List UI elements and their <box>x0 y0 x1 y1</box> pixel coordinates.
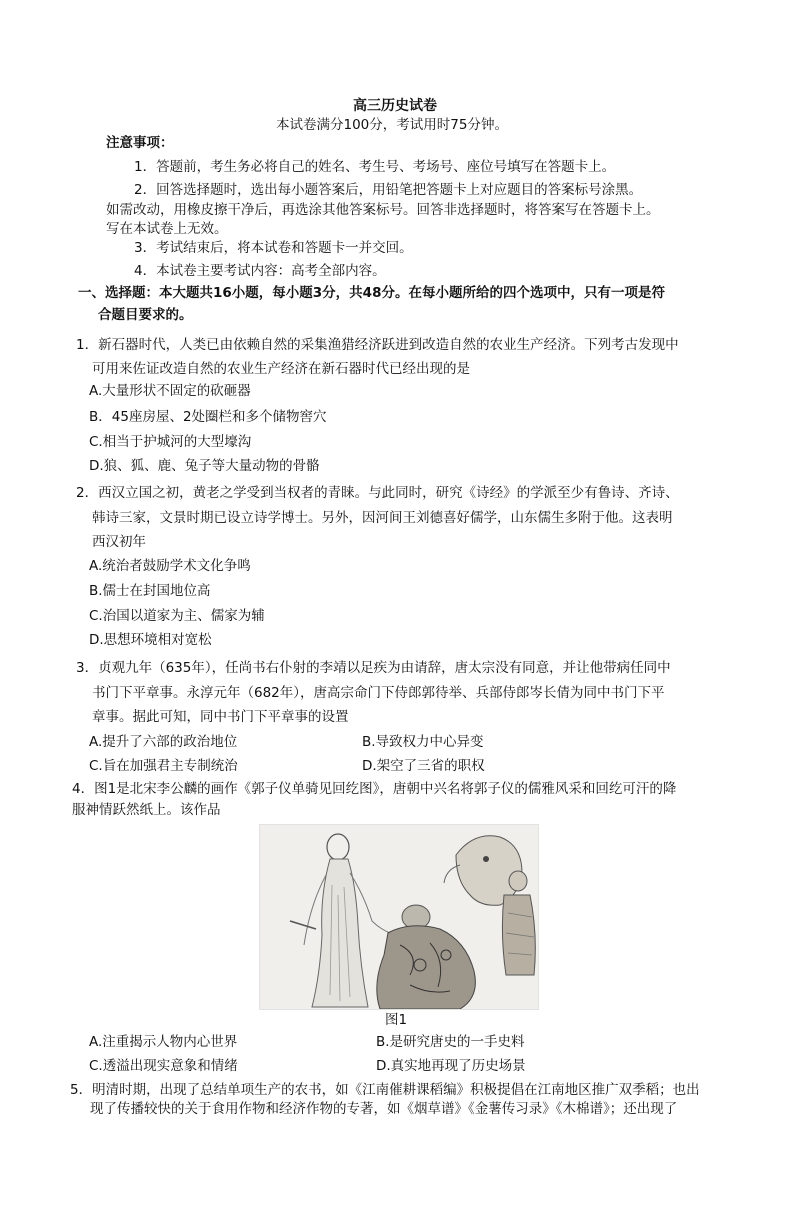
question-2-stem: 韩诗三家，文景时期已设立诗学博士。另外，因河间王刘德喜好儒学，山东儒生多附于他。这表明 <box>92 510 673 526</box>
question-3-option-b: B.导致权力中心异变 <box>362 734 484 750</box>
question-1-option-b: B．45座房屋、2处圈栏和多个储物窖穴 <box>89 409 327 425</box>
question-2-option-b: B.儒士在封国地位高 <box>89 583 211 599</box>
question-5-stem: 现了传播较快的关于食用作物和经济作物的专著，如《烟草谱》《金薯传习录》《木棉谱》；还出现了 <box>90 1101 678 1117</box>
question-4-option-a: A.注重揭示人物内心世界 <box>89 1034 238 1050</box>
question-2-stem: 西汉初年 <box>92 534 146 550</box>
question-4-stem: 4．图1是北宋李公麟的画作《郭子仪单骑见回纥图》，唐朝中兴名将郭子仪的儒雅风采和回纥可汗的降 <box>72 781 677 797</box>
notice-item: 3．考试结束后，将本试卷和答题卡一并交回。 <box>134 240 413 256</box>
question-3-option-d: D.架空了三省的职权 <box>362 758 485 774</box>
question-1-option-d: D.狼、狐、鹿、兔子等大量动物的骨骼 <box>89 458 320 474</box>
exam-title: 高三历史试卷 <box>353 98 437 114</box>
question-1-option-a: A.大量形状不固定的砍砸器 <box>89 383 251 399</box>
question-2-option-a: A.统治者鼓励学术文化争鸣 <box>89 558 251 574</box>
notice-item: 2．回答选择题时，选出每小题答案后，用铅笔把答题卡上对应题目的答案标号涂黑。 <box>134 182 643 198</box>
notice-heading: 注意事项： <box>106 135 174 151</box>
question-1-stem: 可用来佐证改造自然的农业生产经济在新石器时代已经出现的是 <box>92 361 470 377</box>
question-1-stem: 1．新石器时代，人类已由依赖自然的采集渔猎经济跃进到改造自然的农业生产经济。下列考古发现中 <box>76 337 679 353</box>
question-3-stem: 3．贞观九年（635年），任尚书右仆射的李靖以足疾为由请辞，唐太宗没有同意，并让他带病任同中 <box>76 660 671 676</box>
notice-item: 1．答题前，考生务必将自己的姓名、考生号、考场号、座位号填写在答题卡上。 <box>134 159 616 175</box>
question-3-stem: 章事。据此可知，同中书门下平章事的设置 <box>92 709 349 725</box>
notice-item: 如需改动，用橡皮擦干净后，再选涂其他答案标号。回答非选择题时，将答案写在答题卡上。 <box>106 202 660 218</box>
question-3-option-c: C.旨在加强君主专制统治 <box>89 758 238 774</box>
question-4-stem: 服神情跃然纸上。该作品 <box>72 802 221 818</box>
painting-illustration <box>260 825 538 1009</box>
question-1-option-c: C.相当于护城河的大型壕沟 <box>89 434 252 450</box>
section-heading-cont: 合题目要求的。 <box>98 307 193 323</box>
question-4-option-c: C.透溢出现实意象和情绪 <box>89 1058 238 1074</box>
exam-subtitle: 本试卷满分100分，考试用时75分钟。 <box>276 117 508 133</box>
question-2-option-d: D.思想环境相对宽松 <box>89 632 212 648</box>
question-2-option-c: C.治国以道家为主、儒家为辅 <box>89 608 265 624</box>
question-5-stem: 5．明清时期，出现了总结单项生产的农书，如《江南催耕课稻编》积极提倡在江南地区推广双季稻；也出 <box>70 1082 700 1098</box>
section-heading: 一、选择题：本大题共16小题，每小题3分，共48分。在每小题所给的四个选项中，只有一项是符 <box>78 285 665 301</box>
question-3-option-a: A.提升了六部的政治地位 <box>89 734 238 750</box>
figure-caption: 图1 <box>385 1012 408 1028</box>
question-4-option-b: B.是研究唐史的一手史料 <box>376 1034 525 1050</box>
notice-item: 写在本试卷上无效。 <box>106 221 228 237</box>
question-2-stem: 2．西汉立国之初，黄老之学受到当权者的青睐。与此同时，研究《诗经》的学派至少有鲁诗、齐诗、 <box>76 485 679 501</box>
question-3-stem: 书门下平章事。永淳元年（682年），唐高宗命门下侍郎郭待举、兵部侍郎岑长倩为同中书门下平 <box>92 685 665 701</box>
question-4-option-d: D.真实地再现了历史场景 <box>376 1058 526 1074</box>
notice-item: 4．本试卷主要考试内容：高考全部内容。 <box>134 263 386 279</box>
painting-figure-image <box>259 824 539 1010</box>
